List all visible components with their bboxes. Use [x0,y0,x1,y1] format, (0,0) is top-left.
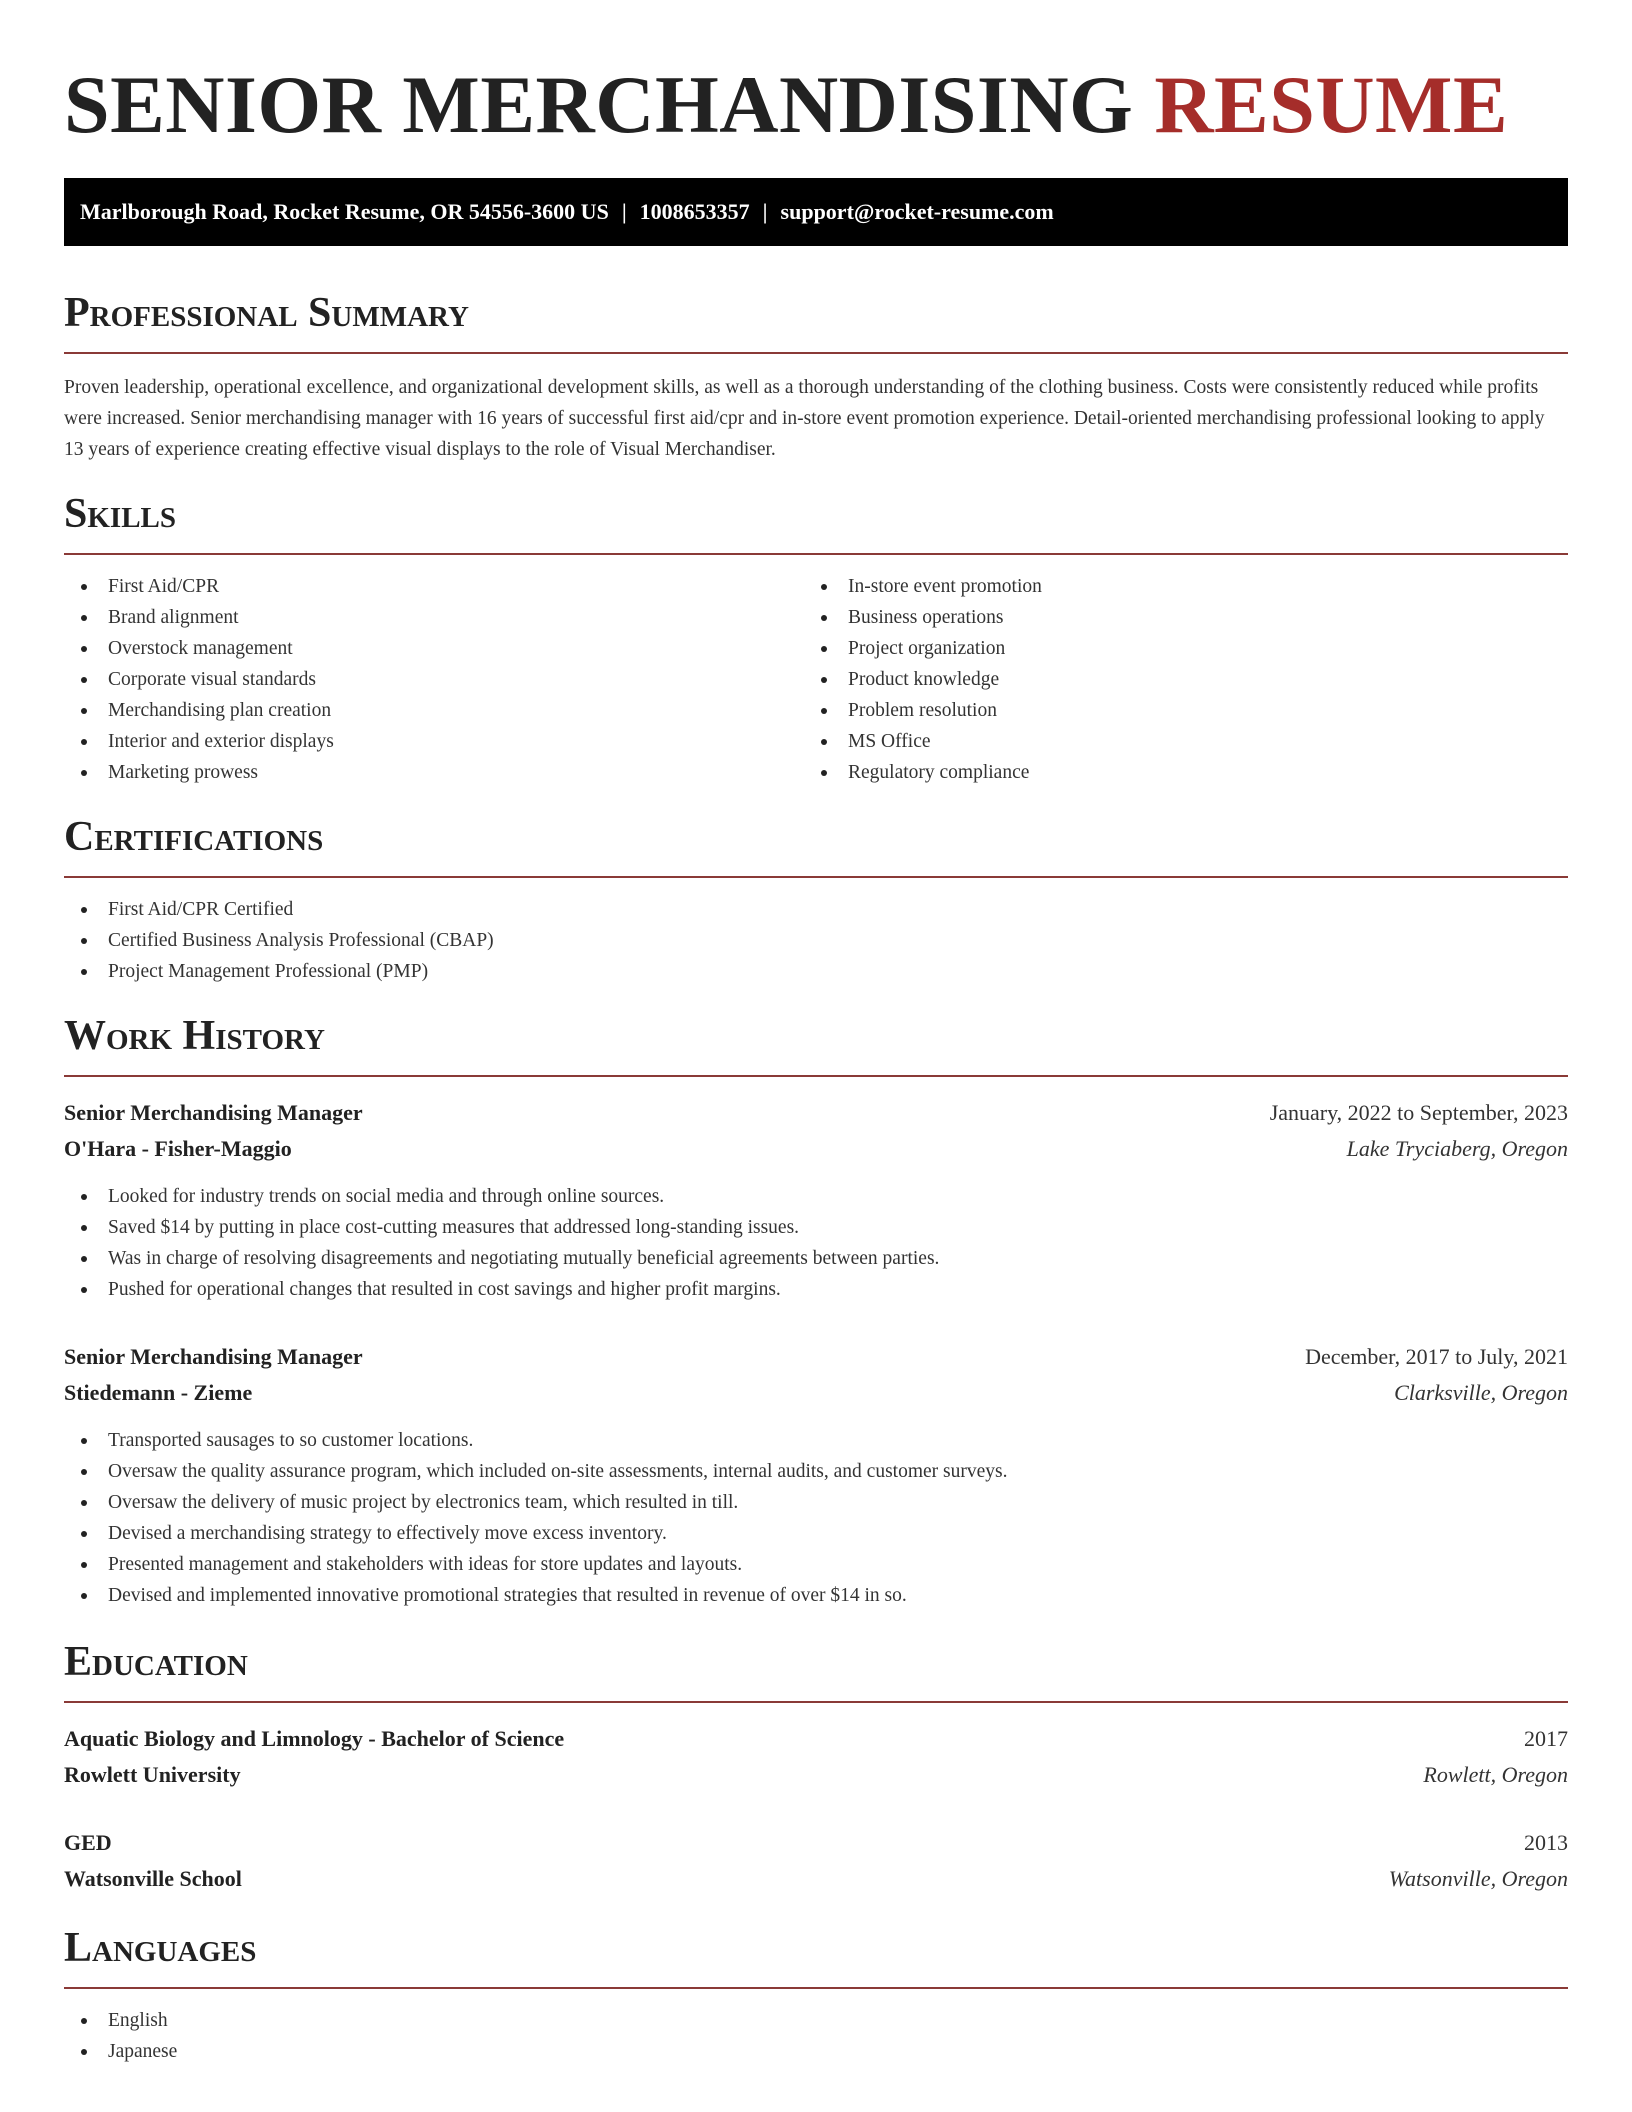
skill-item: Merchandising plan creation [64,695,804,726]
language-item: English [64,2005,1568,2036]
skill-item: MS Office [804,726,1568,757]
job-duty: Devised a merchandising strategy to effectively move excess inventory. [64,1518,1568,1549]
job-title: Senior Merchandising Manager [64,1344,363,1369]
skill-item: Marketing prowess [64,757,804,788]
skill-item: Regulatory compliance [804,757,1568,788]
summary-text: Proven leadership, operational excellence, and organizational development skills, as well as a thorough understanding of the clothing business. Costs were consistently reduced while profits were increased. Senior merchandising manager with 16 years of successful first aid/cpr and in-store event promotion experience. Detail-oriented merchandising professional looking to apply 13 years of experience creating effective visual displays to the role of Visual Merchandiser. [64,377,1545,460]
education-school-row [64,1861,1568,1897]
languages-section [64,1923,1568,2067]
job-company: Stiedemann - Zieme [64,1380,253,1405]
education-degree: Aquatic Biology and Limnology - Bachelor of Science [64,1726,565,1751]
languages-heading: Languages [64,1925,257,1971]
job-dates: January, 2022 to September, 2023 [1269,1100,1568,1125]
education-location: Rowlett, Oregon [1423,1762,1568,1787]
contact-separator: | [762,199,768,224]
skills-grid [64,571,1568,788]
job-entry [64,1095,1568,1305]
education-school-row [64,1757,1568,1793]
section-divider [64,1075,1568,1077]
skill-item: Product knowledge [804,664,1568,695]
certification-item: First Aid/CPR Certified [64,894,1568,925]
education-section [64,1637,1568,1897]
job-header-row [64,1339,1568,1375]
skills-heading: Skills [64,491,177,537]
job-duty: Pushed for operational changes that resulted in cost savings and higher profit margins. [64,1274,1568,1305]
skills-column-left [64,571,804,788]
job-duty: Saved $14 by putting in place cost-cutting measures that addressed long-standing issues. [64,1212,1568,1243]
job-company-row [64,1375,1568,1411]
section-divider [64,352,1568,354]
skill-item: Brand alignment [64,602,804,633]
job-company: O'Hara - Fisher-Maggio [64,1136,292,1161]
education-degree-row [64,1825,1568,1861]
skills-section [64,489,1568,788]
skills-column-right [804,571,1568,788]
summary-section [64,288,1568,465]
job-duty: Presented management and stakeholders with ideas for store updates and layouts. [64,1549,1568,1580]
contact-address: Marlborough Road, Rocket Resume, OR 54556-3600 US [80,199,609,224]
title-accent: RESUME [1154,59,1509,150]
skill-item: Business operations [804,602,1568,633]
contact-separator: | [621,199,627,224]
job-duty: Looked for industry trends on social media and through online sources. [64,1181,1568,1212]
job-company-row [64,1131,1568,1167]
education-degree: GED [64,1830,112,1855]
skill-item: In-store event promotion [804,571,1568,602]
section-divider [64,1987,1568,1989]
education-year: 2013 [1524,1830,1568,1855]
job-duties-list [64,1425,1568,1611]
contact-phone: 1008653357 [639,199,750,224]
contact-email[interactable]: support@rocket-resume.com [780,199,1054,224]
skill-item: Problem resolution [804,695,1568,726]
section-divider [64,876,1568,878]
education-school: Rowlett University [64,1762,241,1787]
work-history-section [64,1011,1568,1611]
skill-item: Overstock management [64,633,804,664]
languages-list [64,2005,1568,2067]
resume-title [64,0,1568,154]
education-entry [64,1825,1568,1897]
work-history-heading: Work History [64,1013,325,1059]
job-duty: Oversaw the quality assurance program, which included on-site assessments, internal audits, and customer surveys. [64,1456,1568,1487]
certification-item: Project Management Professional (PMP) [64,956,1568,987]
skill-item: Corporate visual standards [64,664,804,695]
education-school: Watsonville School [64,1866,242,1891]
job-title: Senior Merchandising Manager [64,1100,363,1125]
job-duties-list [64,1181,1568,1305]
skill-item: First Aid/CPR [64,571,804,602]
section-divider [64,553,1568,555]
job-duty: Devised and implemented innovative promotional strategies that resulted in revenue of over $14 in so. [64,1580,1568,1611]
education-entry [64,1721,1568,1793]
skills-list-right [804,571,1568,788]
job-header-row [64,1095,1568,1131]
job-location: Clarksville, Oregon [1394,1380,1568,1405]
education-year: 2017 [1524,1726,1568,1751]
certifications-heading: Certifications [64,814,324,860]
summary-heading: Professional Summary [64,290,469,336]
title-main: SENIOR MERCHANDISING [64,59,1134,150]
language-item: Japanese [64,2036,1568,2067]
education-location: Watsonville, Oregon [1388,1866,1568,1891]
certifications-section [64,812,1568,987]
job-dates: December, 2017 to July, 2021 [1305,1344,1568,1369]
job-duty: Oversaw the delivery of music project by electronics team, which resulted in till. [64,1487,1568,1518]
contact-bar [64,178,1568,246]
education-heading: Education [64,1639,248,1685]
skills-list-left [64,571,804,788]
job-duty: Was in charge of resolving disagreements and negotiating mutually beneficial agreements between parties. [64,1243,1568,1274]
job-duty: Transported sausages to so customer locations. [64,1425,1568,1456]
job-entry [64,1339,1568,1611]
certification-item: Certified Business Analysis Professional (CBAP) [64,925,1568,956]
certifications-list [64,894,1568,987]
job-location: Lake Tryciaberg, Oregon [1346,1136,1568,1161]
education-degree-row [64,1721,1568,1757]
section-divider [64,1701,1568,1703]
skill-item: Interior and exterior displays [64,726,804,757]
skill-item: Project organization [804,633,1568,664]
